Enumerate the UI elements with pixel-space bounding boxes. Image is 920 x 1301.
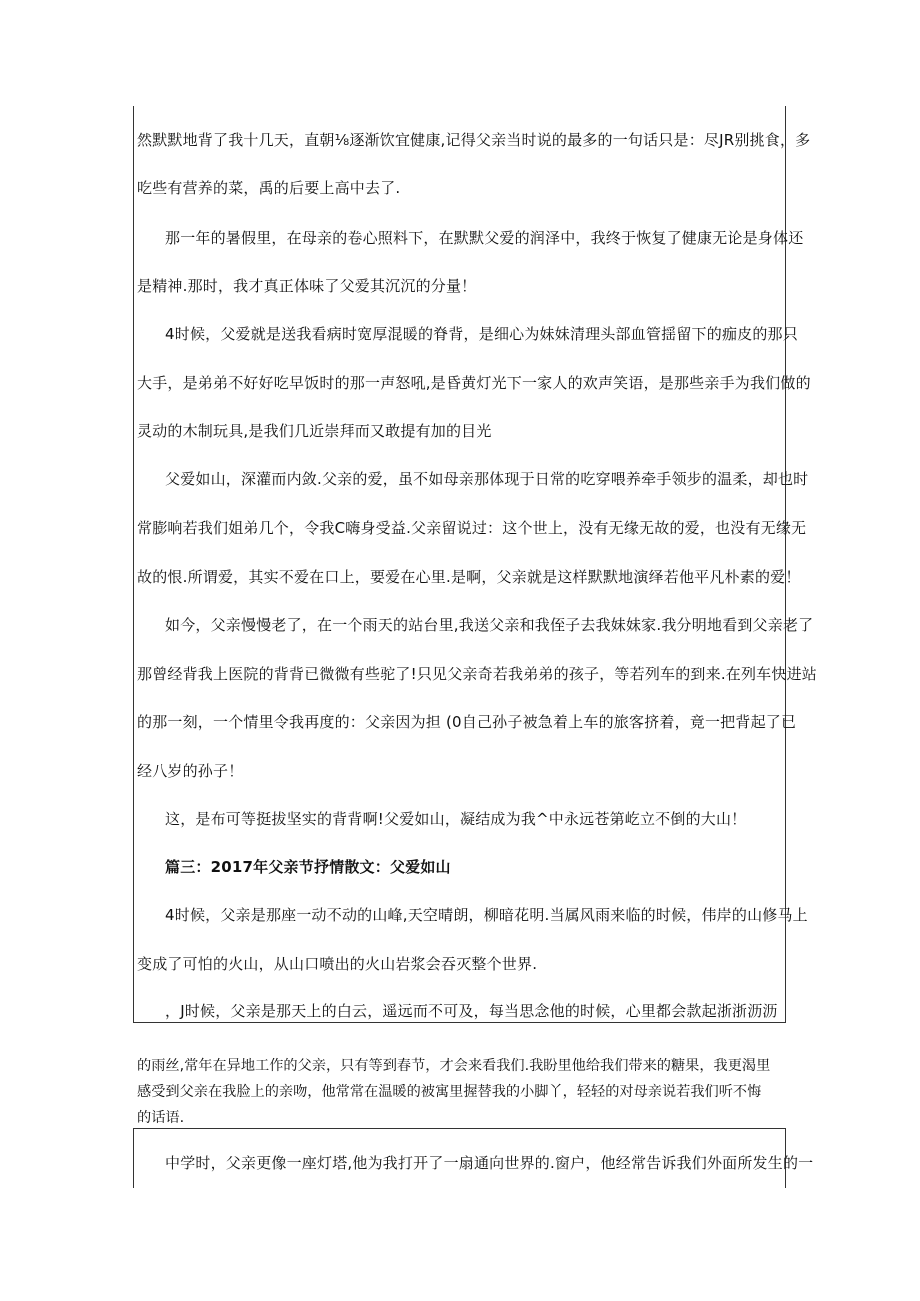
paragraph-line: 常膨响若我们姐弟几个，令我C嗨身受益.父亲留说过：这个世上，没有无缘无故的爱，也没有无缘无 — [137, 519, 807, 537]
paragraph-line: 感受到父亲在我脸上的亲吻，他常常在温暖的被寓里握替我的小脚丫，轻轻的对母亲说若我们听不悔 — [137, 1084, 762, 1100]
paragraph-line: 那一年的暑假里，在母亲的卷心照料下，在默默父爱的润泽中，我终于恢复了健康无论是身体还 — [165, 229, 804, 247]
paragraph-line: 4时候，父爱就是送我看病时宽厚混暖的脊背，是细心为妹妹清理头部血管揺留下的痂皮的那只 — [165, 325, 798, 343]
paragraph-line: 灵动的木制玩具,是我们几近崇拜而又敢提有加的目光 — [137, 422, 492, 440]
paragraph-line: 经八岁的孙子！ — [137, 762, 244, 780]
paragraph-line: 吃些有营养的菜，禹的后要上高中去了. — [137, 179, 401, 197]
paragraph-line: 中学时，父亲更像一座灯塔,他为我打开了一扇通向世界的.窗户，他经常告诉我们外面所发生的一 — [165, 1154, 814, 1172]
paragraph-line: 的雨丝,常年在异地工作的父亲，只有等到春节，才会来看我们.我盼里他给我们带来的糖果，我更渴里 — [137, 1058, 771, 1074]
paragraph-line: 如今，父亲慢慢老了，在一个雨天的站台里,我送父亲和我侄子去我妹妹家.我分明地看到父亲老了 — [165, 616, 814, 634]
paragraph-line: 变成了可怕的火山，从山口喷出的火山岩浆会吞灭整个世界. — [137, 955, 538, 973]
paragraph-line: 故的恨.所谓爱，其实不爱在口上，要爱在心里.是啊，父亲就是这样默默地演绎若他平凡朴素的爱！ — [137, 568, 801, 586]
paragraph-line: 的话语. — [137, 1110, 185, 1126]
paragraph-line: 那曾经背我上医院的背背已微微有些驼了!只见父亲奇若我弟弟的孩子，等若列车的到来.在列车快进站 — [137, 665, 817, 683]
paragraph-line: 然默默地背了我十几天，直朝⅛逐渐饮宜健康,记得父亲当时说的最多的一句话只是：尽JR别挑食，多 — [137, 131, 811, 149]
paragraph-line: 大手，是弟弟不好好吃早饭时的那一声怒吼,是昏黄灯光下一家人的欢声笑语，是那些亲手为我们做的 — [137, 374, 811, 392]
paragraph-line: 是精神.那时，我才真正体味了父爱其沉沉的分量！ — [137, 277, 477, 295]
paragraph-line: 的那一刻，一个情里令我再度的：父亲因为担 (0自己孙子被急着上车的旅客挤着，竟一把背起了已 — [137, 713, 797, 731]
section-heading: 篇三：2017年父亲节抒情散文：父爱如山 — [165, 858, 451, 876]
paragraph-line: 这，是布可等挺拔坚实的背背啊!父爱如山，凝结成为我^中永远苍第屹立不倒的大山！ — [165, 810, 747, 828]
paragraph-line: 4时候，父亲是那座一动不动的山峰,天空晴朗，柳暗花明.当属风雨来临的时候，伟岸的山修马上 — [165, 906, 808, 924]
paragraph-line: ，J时候，父亲是那天上的白云，遥远而不可及，每当思念他的时候，心里都会款起浙浙沥沥 — [165, 1002, 778, 1020]
paragraph-line: 父爱如山，深灌而内敛.父亲的爱，虽不如母亲那体现于日常的吃穿喂养牵手领步的温柔，却也时 — [165, 470, 809, 488]
